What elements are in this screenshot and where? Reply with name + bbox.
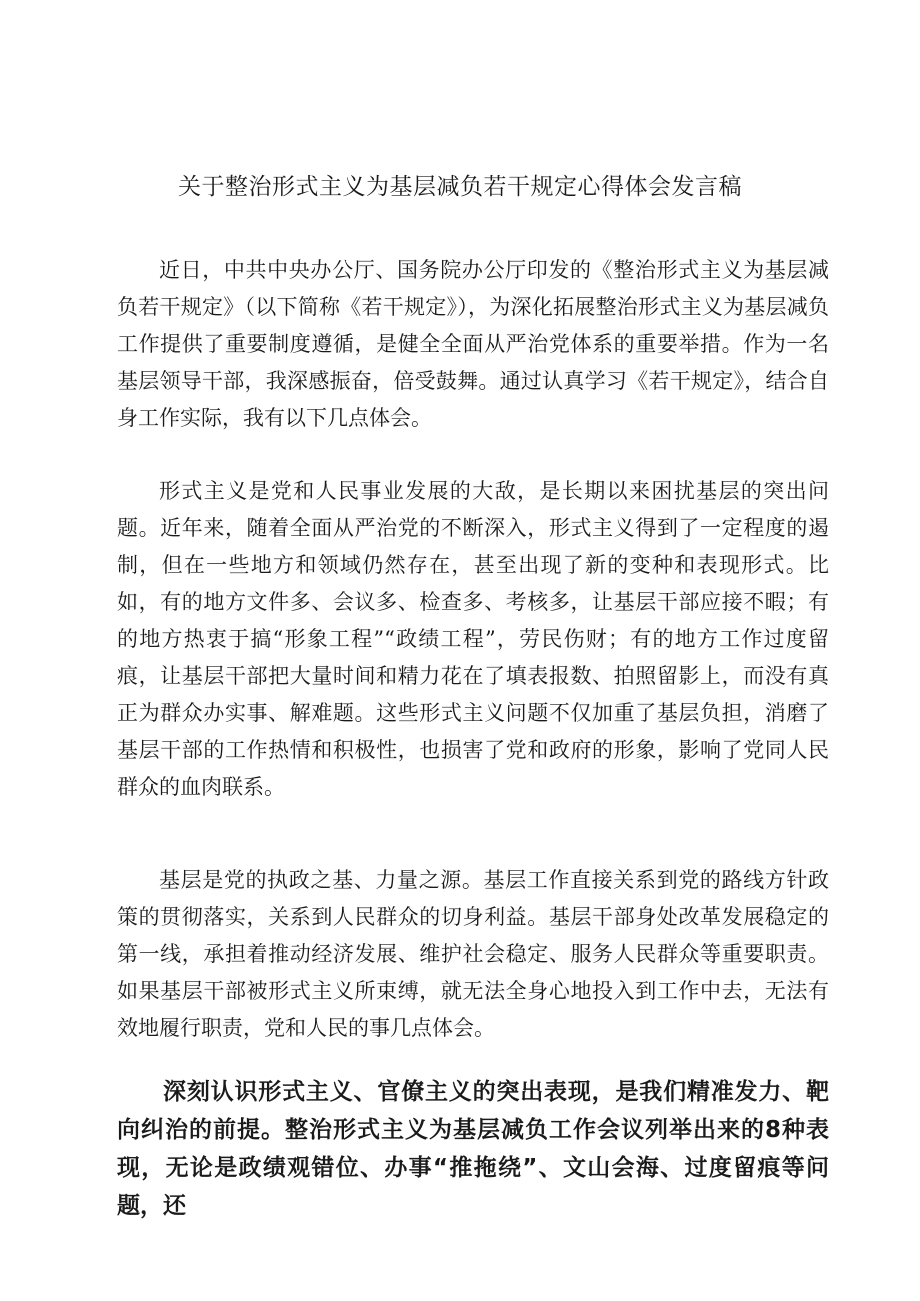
paragraph-3: 基层是党的执政之基、力量之源。基层工作直接关系到党的路线方针政策的贯彻落实，关系到人民群众的切身利益。基层干部身处改革发展稳定的第一线，承担着推动经济发展、维护社会稳定、服务人民群众等重要职责。如果基层干部被形式主义所束缚，就无法全身心地投入到工作中去，无法有效地履行职责，党和人民的事几点体会。 (117, 868, 829, 1040)
paragraph-4-bold: 深刻认识形式主义、官僚主义的突出表现，是我们精准发力、靶向纠治的前提。整治形式主义为基层减负工作会议列举出来的8种表现，无论是政绩观错位、办事“推拖绕”、文山会海、过度留痕等问题，还 (117, 1079, 829, 1219)
paragraph-1: 近日，中共中央办公厅、国务院办公厅印发的《整治形式主义为基层减负若干规定》（以下简称《若干规定》），为深化拓展整治形式主义为基层减负工作提供了重要制度遵循，是健全全面从严治党体系的重要举措。作为一名基层领导干部，我深感振奋，倍受鼓舞。通过认真学习《若干规定》，结合自身工作实际，我有以下几点体会。 (117, 258, 829, 430)
paragraph-3-block (117, 862, 829, 1047)
paragraph-1-block (117, 252, 829, 437)
paragraph-2: 形式主义是党和人民事业发展的大敌，是长期以来困扰基层的突出问题。近年来，随着全面从严治党的不断深入，形式主义得到了一定程度的遏制，但在一些地方和领域仍然存在，甚至出现了新的变种和表现形式。比如，有的地方文件多、会议多、检查多、考核多，让基层干部应接不暇；有的地方热衷于搞“形象工程”“政绩工程”，劳民伤财；有的地方工作过度留痕，让基层干部把大量时间和精力花在了填表报数、拍照留影上，而没有真正为群众办实事、解难题。这些形式主义问题不仅加重了基层负担，消磨了基层干部的工作热情和积极性，也损害了党和政府的形象，影响了党同人民群众的血肉联系。 (117, 479, 829, 799)
paragraph-2-block (117, 473, 829, 806)
document-title: 关于整治形式主义为基层减负若干规定心得体会发言稿 (178, 174, 742, 200)
